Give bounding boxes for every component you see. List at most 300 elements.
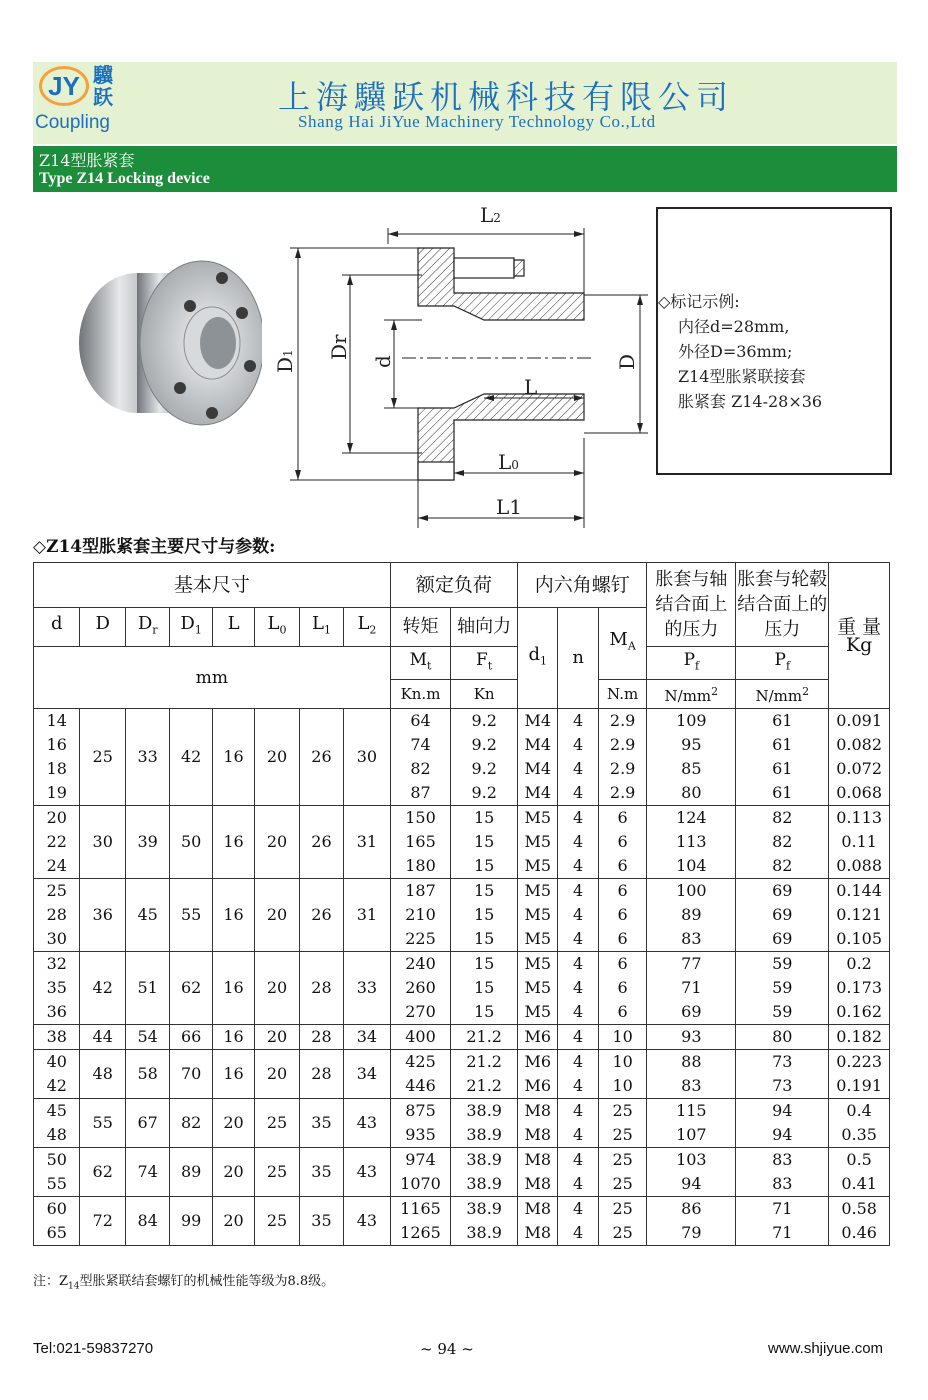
marking-line: Z14型胀紧联接套 [678, 367, 806, 386]
cell-n: 4 [558, 903, 598, 927]
cell-d: 25 [34, 879, 80, 904]
cell-mt: 240 [390, 952, 451, 977]
cell-kg: 0.082 [829, 733, 890, 757]
cell-mt: 82 [390, 757, 451, 781]
cell-l: 16 [212, 952, 254, 1025]
cell-d: 19 [34, 781, 80, 806]
cell-ma: 6 [598, 806, 647, 831]
cell-l0: 25 [255, 1099, 299, 1148]
cell-d1: 50 [170, 806, 212, 879]
cell-pf1: 109 [647, 709, 736, 734]
cell-ft: 21.2 [451, 1074, 518, 1099]
hdr-unit-pf1: $N/mm^2$ [647, 680, 736, 709]
cell-d1: M8 [518, 1099, 558, 1124]
logo-mark: JY [39, 66, 89, 106]
cell-pf2: 61 [736, 757, 829, 781]
cell-l1: 26 [299, 806, 343, 879]
table-row [34, 1050, 890, 1075]
cell-l1: 35 [299, 1148, 343, 1197]
cell-d1: M4 [518, 781, 558, 806]
header-band [33, 62, 897, 144]
cell-d1: M8 [518, 1123, 558, 1148]
cell-mt: 64 [390, 709, 451, 734]
hdr-mt: $M_t$ [390, 647, 451, 680]
cell-pf2: 73 [736, 1050, 829, 1075]
cell-ma: 2.9 [598, 733, 647, 757]
cell-n: 4 [558, 1025, 598, 1050]
hdr-unit-ft: Kn [451, 680, 518, 709]
marking-line: 外径D=36mm; [678, 342, 793, 361]
cell-l2: 31 [344, 806, 391, 879]
cell-d: 40 [34, 1050, 80, 1075]
cell-l2: 34 [344, 1025, 391, 1050]
spec-table [33, 562, 890, 1246]
cell-n: 4 [558, 1000, 598, 1025]
cell-dr: 45 [125, 879, 169, 952]
cell-pf1: 71 [647, 976, 736, 1000]
cell-ma: 25 [598, 1148, 647, 1173]
cell-dr: 33 [125, 709, 169, 806]
cell-d1: M5 [518, 903, 558, 927]
cell-d: 28 [34, 903, 80, 927]
cell-d: 36 [80, 879, 125, 952]
footer-website[interactable]: www.shjiyue.com [768, 1340, 884, 1357]
hdr-weight-unit: Kg [845, 633, 873, 656]
cell-mt: 400 [390, 1025, 451, 1050]
cell-l: 20 [212, 1099, 254, 1148]
cell-pf1: 89 [647, 903, 736, 927]
cell-d: 25 [80, 709, 125, 806]
cell-ma: 2.9 [598, 781, 647, 806]
cell-pf2: 61 [736, 709, 829, 734]
cell-ma: 25 [598, 1172, 647, 1197]
cell-ft: 38.9 [451, 1221, 518, 1246]
cell-ma: 6 [598, 927, 647, 952]
cell-n: 4 [558, 781, 598, 806]
cell-d: 62 [80, 1148, 125, 1197]
cell-n: 4 [558, 1148, 598, 1173]
cell-mt: 270 [390, 1000, 451, 1025]
table-row [34, 1025, 890, 1050]
cell-n: 4 [558, 806, 598, 831]
cell-ma: 2.9 [598, 757, 647, 781]
cell-kg: 0.182 [829, 1025, 890, 1050]
cell-pf1: 100 [647, 879, 736, 904]
hdr-pf2: $P_f$ [736, 647, 829, 680]
cell-d: 20 [34, 806, 80, 831]
cell-dr: 58 [125, 1050, 169, 1099]
cell-d1: M8 [518, 1172, 558, 1197]
table-row [34, 952, 890, 977]
cell-l2: 43 [344, 1099, 391, 1148]
cell-pf2: 83 [736, 1148, 829, 1173]
cell-pf1: 104 [647, 854, 736, 879]
cell-mt: 1265 [390, 1221, 451, 1246]
technical-drawing [262, 198, 652, 533]
cell-ft: 9.2 [451, 781, 518, 806]
cell-kg: 0.144 [829, 879, 890, 904]
cell-l1: 28 [299, 1050, 343, 1099]
cell-ma: 6 [598, 879, 647, 904]
cell-l0: 25 [255, 1197, 299, 1246]
marking-example-box [656, 207, 892, 475]
cell-ft: 38.9 [451, 1099, 518, 1124]
cell-pf1: 93 [647, 1025, 736, 1050]
hdr-unit-ma: N.m [598, 680, 647, 709]
cell-l1: 35 [299, 1099, 343, 1148]
cell-kg: 0.2 [829, 952, 890, 977]
cell-d1: M4 [518, 709, 558, 734]
label-L: L [524, 375, 538, 399]
table-row [34, 1148, 890, 1173]
cell-pf2: 59 [736, 1000, 829, 1025]
cell-ma: 10 [598, 1050, 647, 1075]
cell-kg: 0.191 [829, 1074, 890, 1099]
cell-pf2: 71 [736, 1221, 829, 1246]
cell-d1: M5 [518, 830, 558, 854]
cell-d1: 70 [170, 1050, 212, 1099]
table-row [34, 879, 890, 904]
table-row [34, 1099, 890, 1124]
cell-pf1: 77 [647, 952, 736, 977]
hdr-torque: 转矩 [390, 608, 451, 647]
cell-kg: 0.223 [829, 1050, 890, 1075]
cell-mt: 74 [390, 733, 451, 757]
cell-mt: 425 [390, 1050, 451, 1075]
cell-pf2: 83 [736, 1172, 829, 1197]
cell-d: 72 [80, 1197, 125, 1246]
hdr-pf-shaft: 胀套与轴结合面上的压力 [647, 563, 736, 647]
cell-dr: 51 [125, 952, 169, 1025]
cell-d1: 66 [170, 1025, 212, 1050]
cell-mt: 165 [390, 830, 451, 854]
cell-ma: 25 [598, 1197, 647, 1222]
cell-ma: 6 [598, 830, 647, 854]
cell-ma: 2.9 [598, 709, 647, 734]
cell-pf1: 83 [647, 1074, 736, 1099]
cell-d: 55 [34, 1172, 80, 1197]
cell-ft: 21.2 [451, 1050, 518, 1075]
marking-example-text [658, 289, 823, 414]
hdr-load: 额定负荷 [390, 563, 517, 608]
cell-mt: 210 [390, 903, 451, 927]
cell-d1: M5 [518, 976, 558, 1000]
cell-kg: 0.35 [829, 1123, 890, 1148]
cell-d1: M5 [518, 1000, 558, 1025]
cell-d: 45 [34, 1099, 80, 1124]
cell-pf2: 94 [736, 1123, 829, 1148]
cell-l0: 20 [255, 879, 299, 952]
cell-pf1: 107 [647, 1123, 736, 1148]
cell-d: 50 [34, 1148, 80, 1173]
cell-ft: 38.9 [451, 1172, 518, 1197]
hdr-n: n [558, 608, 598, 709]
product-title-bar [33, 146, 897, 192]
cell-ma: 6 [598, 854, 647, 879]
cell-pf1: 113 [647, 830, 736, 854]
cell-l0: 25 [255, 1148, 299, 1197]
cell-pf2: 59 [736, 952, 829, 977]
cell-n: 4 [558, 1221, 598, 1246]
cell-l1: 28 [299, 952, 343, 1025]
cell-dr: 67 [125, 1099, 169, 1148]
logo-english: Coupling [35, 112, 110, 133]
cell-ma: 10 [598, 1025, 647, 1050]
cell-d: 38 [34, 1025, 80, 1050]
cell-mt: 180 [390, 854, 451, 879]
cell-ft: 15 [451, 1000, 518, 1025]
cell-pf2: 71 [736, 1197, 829, 1222]
cell-d1: M6 [518, 1050, 558, 1075]
cell-d: 22 [34, 830, 80, 854]
marking-line: 胀紧套 Z14-28×36 [678, 392, 823, 411]
cell-kg: 0.173 [829, 976, 890, 1000]
cell-d: 35 [34, 976, 80, 1000]
hdr-unit-pf2: $N/mm^2$ [736, 680, 829, 709]
cell-d1: M5 [518, 952, 558, 977]
cell-pf2: 82 [736, 806, 829, 831]
cell-n: 4 [558, 1074, 598, 1099]
cell-pf1: 88 [647, 1050, 736, 1075]
cell-ma: 6 [598, 903, 647, 927]
cell-pf2: 80 [736, 1025, 829, 1050]
cell-ft: 15 [451, 806, 518, 831]
cell-l0: 20 [255, 806, 299, 879]
cell-ma: 6 [598, 1000, 647, 1025]
cell-d1: M5 [518, 854, 558, 879]
cell-l: 20 [212, 1197, 254, 1246]
hdr-dim: d [34, 608, 80, 647]
spec-table-body [34, 709, 890, 1246]
hdr-dim: $L_2$ [344, 608, 391, 647]
hdr-d1: $d_1$ [518, 608, 558, 709]
hdr-ma: $M_A$ [598, 608, 647, 680]
cell-kg: 0.58 [829, 1197, 890, 1222]
footnote: 注：$Z_{14}$型胀紧联结套螺钉的机械性能等级为8.8级。 [33, 1274, 335, 1292]
cell-d: 65 [34, 1221, 80, 1246]
cell-mt: 150 [390, 806, 451, 831]
cell-pf1: 115 [647, 1099, 736, 1124]
cell-d1: 99 [170, 1197, 212, 1246]
cell-pf1: 69 [647, 1000, 736, 1025]
label-L2: L2 [480, 203, 501, 227]
cell-l: 20 [212, 1148, 254, 1197]
cell-ma: 25 [598, 1099, 647, 1124]
cell-dr: 84 [125, 1197, 169, 1246]
cell-mt: 974 [390, 1148, 451, 1173]
cell-d: 55 [80, 1099, 125, 1148]
cell-l: 16 [212, 1025, 254, 1050]
cell-ft: 9.2 [451, 757, 518, 781]
cell-l1: 26 [299, 879, 343, 952]
table-row [34, 709, 890, 734]
cell-d: 32 [34, 952, 80, 977]
cell-kg: 0.11 [829, 830, 890, 854]
cell-ft: 15 [451, 854, 518, 879]
hdr-basic: 基本尺寸 [34, 563, 391, 608]
cell-pf1: 95 [647, 733, 736, 757]
hdr-ft: $F_t$ [451, 647, 518, 680]
hdr-dim: D [80, 608, 125, 647]
cell-pf2: 59 [736, 976, 829, 1000]
hdr-axial: 轴向力 [451, 608, 518, 647]
cell-d1: M5 [518, 806, 558, 831]
cell-kg: 0.41 [829, 1172, 890, 1197]
cell-ma: 25 [598, 1123, 647, 1148]
cell-pf2: 69 [736, 879, 829, 904]
cell-d: 14 [34, 709, 80, 734]
cell-n: 4 [558, 1172, 598, 1197]
cell-l0: 20 [255, 952, 299, 1025]
cell-mt: 875 [390, 1099, 451, 1124]
cell-ft: 15 [451, 879, 518, 904]
cell-d: 42 [34, 1074, 80, 1099]
cell-n: 4 [558, 1099, 598, 1124]
cell-ft: 38.9 [451, 1123, 518, 1148]
cell-l2: 43 [344, 1148, 391, 1197]
cell-pf1: 79 [647, 1221, 736, 1246]
cell-d1: M6 [518, 1025, 558, 1050]
cell-pf2: 94 [736, 1099, 829, 1124]
cell-pf2: 61 [736, 781, 829, 806]
cell-n: 4 [558, 952, 598, 977]
cell-n: 4 [558, 927, 598, 952]
cell-d: 48 [80, 1050, 125, 1099]
marking-line: 内径d=28mm, [678, 317, 790, 336]
cell-d: 24 [34, 854, 80, 879]
hdr-weight [829, 563, 890, 709]
cell-n: 4 [558, 709, 598, 734]
cell-d1: 89 [170, 1148, 212, 1197]
company-name-cn: 上海驥跃机械科技有限公司 [278, 78, 735, 116]
product-title-en: Type Z14 Locking device [39, 170, 210, 187]
cell-pf2: 82 [736, 854, 829, 879]
cell-d1: M4 [518, 733, 558, 757]
cell-d1: M6 [518, 1074, 558, 1099]
cell-dr: 54 [125, 1025, 169, 1050]
marking-line: ◇标记示例: [658, 292, 740, 311]
label-L0: L0 [498, 450, 519, 474]
cell-pf1: 94 [647, 1172, 736, 1197]
product-photo [62, 248, 262, 438]
cell-d1: M8 [518, 1221, 558, 1246]
cell-kg: 0.113 [829, 806, 890, 831]
company-logo [33, 62, 143, 144]
hdr-screw: 内六角螺钉 [518, 563, 647, 608]
cell-n: 4 [558, 733, 598, 757]
cell-ft: 38.9 [451, 1197, 518, 1222]
cell-d: 60 [34, 1197, 80, 1222]
cell-ft: 15 [451, 952, 518, 977]
footer-page-number: ~ 94 ~ [420, 1340, 474, 1358]
cell-ft: 38.9 [451, 1148, 518, 1173]
cell-d1: 55 [170, 879, 212, 952]
cell-mt: 187 [390, 879, 451, 904]
cell-d1: 62 [170, 952, 212, 1025]
cell-d1: 42 [170, 709, 212, 806]
hdr-dim: L [212, 608, 254, 647]
cell-ma: 10 [598, 1074, 647, 1099]
cell-pf1: 124 [647, 806, 736, 831]
cell-ma: 6 [598, 952, 647, 977]
cell-l: 16 [212, 1050, 254, 1099]
cell-ft: 9.2 [451, 733, 518, 757]
table-row [34, 1197, 890, 1222]
cell-kg: 0.091 [829, 709, 890, 734]
cell-d: 16 [34, 733, 80, 757]
hdr-unit-mm: mm [34, 647, 391, 709]
hdr-pf-hub: 胀套与轮毂结合面上的压力 [736, 563, 829, 647]
cell-d: 18 [34, 757, 80, 781]
cell-l2: 43 [344, 1197, 391, 1246]
hdr-weight-label: 重 量 [837, 615, 882, 638]
cell-d: 44 [80, 1025, 125, 1050]
logo-chinese: 驥跃 [93, 63, 113, 109]
label-D1: D1 [273, 349, 297, 373]
cell-n: 4 [558, 976, 598, 1000]
cell-mt: 225 [390, 927, 451, 952]
cell-l2: 30 [344, 709, 391, 806]
cell-n: 4 [558, 879, 598, 904]
hdr-dim: $D_r$ [125, 608, 169, 647]
cell-d1: M8 [518, 1148, 558, 1173]
cell-ft: 15 [451, 927, 518, 952]
cell-pf1: 103 [647, 1148, 736, 1173]
cell-kg: 0.162 [829, 1000, 890, 1025]
cell-l: 16 [212, 709, 254, 806]
cell-l: 16 [212, 806, 254, 879]
cell-pf2: 69 [736, 927, 829, 952]
cell-d: 42 [80, 952, 125, 1025]
cell-l2: 31 [344, 879, 391, 952]
cell-n: 4 [558, 830, 598, 854]
cell-ft: 15 [451, 976, 518, 1000]
cell-kg: 0.46 [829, 1221, 890, 1246]
cell-pf1: 80 [647, 781, 736, 806]
label-Dr: Dr [327, 334, 351, 360]
label-L1: L1 [496, 495, 523, 519]
cell-mt: 935 [390, 1123, 451, 1148]
cell-mt: 87 [390, 781, 451, 806]
footer-tel: Tel:021-59837270 [33, 1340, 154, 1357]
cell-kg: 0.072 [829, 757, 890, 781]
table-row [34, 806, 890, 831]
company-name-en: Shang Hai JiYue Machinery Technology Co.,Ltd [298, 112, 656, 131]
cell-kg: 0.068 [829, 781, 890, 806]
cell-n: 4 [558, 1123, 598, 1148]
section-title: ◇Z14型胀紧套主要尺寸与参数: [33, 537, 276, 557]
cell-ma: 6 [598, 976, 647, 1000]
cell-l1: 28 [299, 1025, 343, 1050]
cell-dr: 74 [125, 1148, 169, 1197]
cell-l1: 26 [299, 709, 343, 806]
cell-ft: 15 [451, 830, 518, 854]
cell-pf2: 61 [736, 733, 829, 757]
cell-pf1: 83 [647, 927, 736, 952]
cell-d1: M5 [518, 927, 558, 952]
cell-n: 4 [558, 757, 598, 781]
cell-mt: 1165 [390, 1197, 451, 1222]
cell-n: 4 [558, 1197, 598, 1222]
cell-n: 4 [558, 854, 598, 879]
cell-mt: 260 [390, 976, 451, 1000]
cell-pf2: 73 [736, 1074, 829, 1099]
cell-mt: 1070 [390, 1172, 451, 1197]
cell-kg: 0.5 [829, 1148, 890, 1173]
cell-pf2: 82 [736, 830, 829, 854]
cell-d: 30 [80, 806, 125, 879]
cell-d1: M4 [518, 757, 558, 781]
